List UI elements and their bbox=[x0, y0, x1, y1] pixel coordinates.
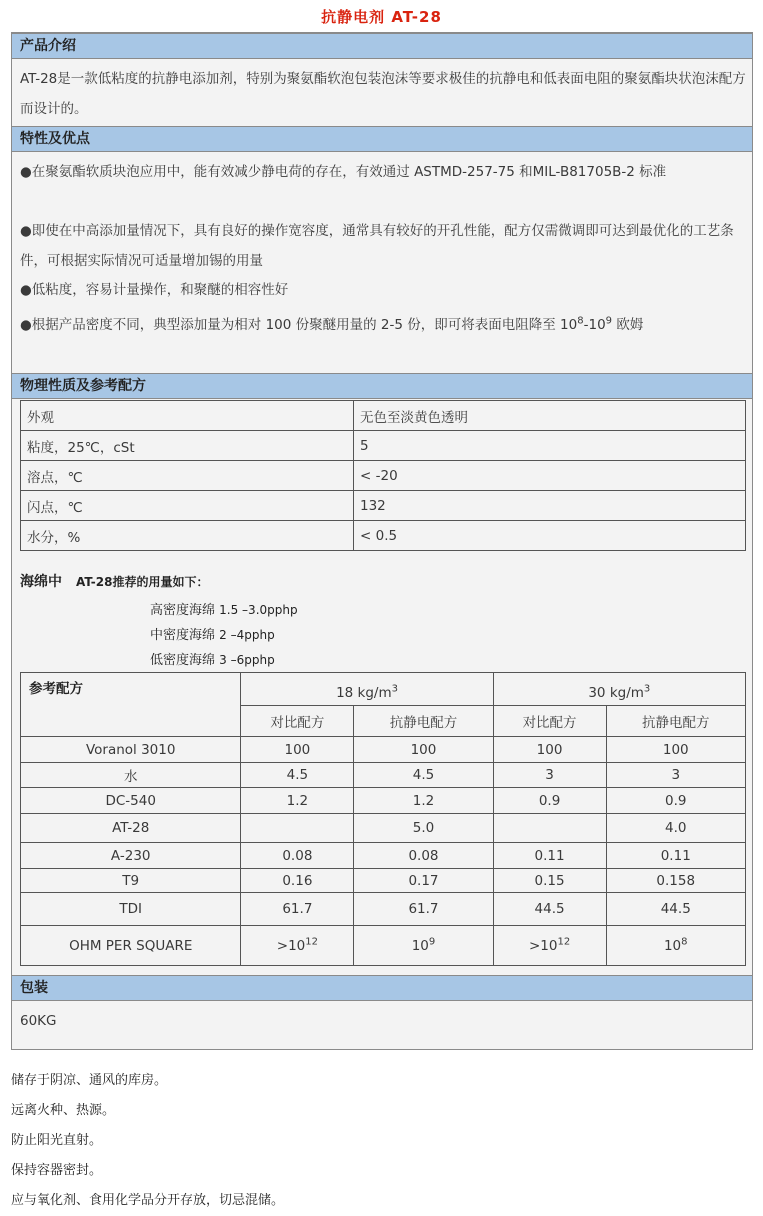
usage-value: 1.5 –3.0pphp bbox=[219, 603, 298, 617]
table-cell: 1.2 bbox=[354, 788, 493, 814]
properties-table bbox=[20, 400, 746, 551]
property-value: 132 bbox=[354, 491, 746, 521]
property-label: 溶点，℃ bbox=[21, 461, 354, 491]
table-cell: 0.11 bbox=[493, 843, 606, 869]
reference-table bbox=[20, 672, 746, 966]
table-cell: 44.5 bbox=[606, 893, 745, 926]
usage-heading-b: AT-28推荐的用量如下： bbox=[76, 575, 209, 589]
intro-text: AT-28是一款低粘度的抗静电添加剂，特别为聚氨酯软泡包装泡沫等要求极佳的抗静电和低表面电阻的聚氨酯块状泡沫配方而设计的。 bbox=[20, 71, 746, 117]
table-cell: 0.11 bbox=[606, 843, 745, 869]
table-cell: 3 bbox=[493, 763, 606, 788]
table-cell: 0.08 bbox=[241, 843, 354, 869]
table-cell: 4.5 bbox=[354, 763, 493, 788]
ohm-base: 10 bbox=[411, 937, 429, 954]
table-cell: 0.15 bbox=[493, 869, 606, 893]
ohm-base: 10 bbox=[663, 937, 682, 954]
usage-value: 2 –4pphp bbox=[219, 628, 275, 642]
ingredient-name: AT-28 bbox=[21, 814, 241, 843]
ohm-exp: 9 bbox=[428, 936, 436, 947]
density-header bbox=[493, 673, 745, 706]
ingredient-name: 水 bbox=[21, 763, 241, 788]
table-cell: 3 bbox=[606, 763, 745, 788]
table-cell: 0.08 bbox=[354, 843, 493, 869]
product-info-box bbox=[11, 32, 753, 1050]
table-cell: 4.0 bbox=[606, 814, 745, 843]
table-cell bbox=[354, 926, 493, 966]
property-value: 5 bbox=[354, 431, 746, 461]
feature-item bbox=[20, 310, 748, 340]
table-cell: 100 bbox=[606, 737, 745, 763]
table-row bbox=[21, 521, 746, 551]
ingredient-name: OHM PER SQUARE bbox=[21, 926, 241, 966]
usage-label: 低密度海绵 bbox=[150, 653, 216, 668]
usage-line bbox=[150, 649, 275, 668]
table-cell: 44.5 bbox=[493, 893, 606, 926]
storage-line: 保持容器密封。 bbox=[11, 1163, 103, 1178]
table-cell bbox=[493, 814, 606, 843]
density-text: 18 kg/m bbox=[336, 685, 392, 701]
table-cell: 61.7 bbox=[241, 893, 354, 926]
features-heading: 特性及优点 bbox=[12, 126, 752, 152]
feature-item: ●低粘度，容易计量操作，和聚醚的相容性好 bbox=[20, 282, 289, 298]
property-value: 无色至淡黄色透明 bbox=[354, 401, 746, 431]
storage-line: 应与氧化剂、食用化学品分开存放，切忌混储。 bbox=[11, 1193, 285, 1208]
physical-heading: 物理性质及参考配方 bbox=[12, 373, 752, 399]
table-row bbox=[21, 893, 746, 926]
property-label: 闪点，℃ bbox=[21, 491, 354, 521]
table-cell: 5.0 bbox=[354, 814, 493, 843]
subheader-cell: 抗静电配方 bbox=[354, 706, 493, 737]
feature-item: ●在聚氨酯软质块泡应用中，能有效减少静电荷的存在，有效通过 ASTMD-257-75 和MIL-B81705B-2 标准 bbox=[20, 164, 667, 180]
property-value: < -20 bbox=[354, 461, 746, 491]
usage-label: 高密度海绵 bbox=[150, 603, 216, 618]
feature-item-text: ●根据产品密度不同，典型添加量为相对 100 份聚醚用量的 2-5 份，即可将表面电阻降至 10 bbox=[20, 317, 578, 333]
usage-line bbox=[150, 599, 298, 618]
ingredient-name: A-230 bbox=[21, 843, 241, 869]
subheader-cell: 对比配方 bbox=[493, 706, 606, 737]
packaging-heading: 包装 bbox=[12, 975, 752, 1001]
page-title: 抗静电剂 AT-28 bbox=[321, 8, 442, 26]
table-row bbox=[21, 869, 746, 893]
property-label: 水分，% bbox=[21, 521, 354, 551]
table-cell: 0.158 bbox=[606, 869, 745, 893]
reference-label: 参考配方 bbox=[21, 673, 241, 737]
table-row bbox=[21, 843, 746, 869]
table-cell: 0.9 bbox=[493, 788, 606, 814]
ohm-exp: 12 bbox=[557, 936, 571, 947]
ingredient-name: TDI bbox=[21, 893, 241, 926]
table-row bbox=[21, 737, 746, 763]
table-row bbox=[21, 926, 746, 966]
table-cell bbox=[241, 926, 354, 966]
table-cell: 0.9 bbox=[606, 788, 745, 814]
usage-label: 中密度海绵 bbox=[150, 628, 216, 643]
table-row bbox=[21, 461, 746, 491]
density-exp: 3 bbox=[391, 683, 398, 695]
table-row bbox=[21, 673, 746, 706]
table-cell: 100 bbox=[354, 737, 493, 763]
ingredient-name: DC-540 bbox=[21, 788, 241, 814]
intro-heading: 产品介绍 bbox=[12, 33, 752, 59]
table-cell: 61.7 bbox=[354, 893, 493, 926]
ohm-exp: 8 bbox=[681, 936, 688, 947]
density-exp: 3 bbox=[643, 683, 651, 695]
usage-heading-a: 海绵中 bbox=[20, 574, 62, 590]
storage-line: 远离火种、热源。 bbox=[11, 1103, 116, 1118]
usage-heading bbox=[20, 571, 208, 591]
storage-line: 储存于阴凉、通风的库房。 bbox=[11, 1073, 168, 1088]
ohm-base: >10 bbox=[276, 937, 306, 954]
property-value: < 0.5 bbox=[354, 521, 746, 551]
table-cell bbox=[493, 926, 606, 966]
usage-line bbox=[150, 624, 275, 643]
feature-exp: 9 bbox=[605, 315, 613, 327]
table-row bbox=[21, 814, 746, 843]
subheader-cell: 抗静电配方 bbox=[606, 706, 745, 737]
table-cell: 0.16 bbox=[241, 869, 354, 893]
feature-item-text: -10 bbox=[583, 317, 606, 333]
density-text: 30 kg/m bbox=[588, 685, 644, 701]
table-row bbox=[21, 491, 746, 521]
ohm-base: >10 bbox=[528, 937, 558, 954]
table-cell bbox=[606, 926, 745, 966]
table-row bbox=[21, 431, 746, 461]
subheader-cell: 对比配方 bbox=[241, 706, 354, 737]
table-row bbox=[21, 788, 746, 814]
table-cell: 100 bbox=[241, 737, 354, 763]
table-cell bbox=[241, 814, 354, 843]
usage-value: 3 –6pphp bbox=[219, 653, 275, 667]
feature-item-text: 欧姆 bbox=[612, 317, 644, 333]
feature-exp: 8 bbox=[577, 315, 584, 327]
density-header bbox=[241, 673, 493, 706]
ingredient-name: T9 bbox=[21, 869, 241, 893]
storage-notes bbox=[11, 1066, 284, 1216]
table-row bbox=[21, 401, 746, 431]
table-cell: 0.17 bbox=[354, 869, 493, 893]
packaging-text: 60KG bbox=[20, 1013, 57, 1029]
ingredient-name: Voranol 3010 bbox=[21, 737, 241, 763]
feature-item: ●即使在中高添加量情况下，具有良好的操作宽容度，通常具有较好的开孔性能，配方仅需微调即可达到最优化的工艺条件，可根据实际情况可适量增加锡的用量 bbox=[20, 223, 734, 269]
table-cell: 100 bbox=[493, 737, 606, 763]
property-label: 粘度，25℃，cSt bbox=[21, 431, 354, 461]
ohm-exp: 12 bbox=[305, 936, 318, 947]
table-cell: 1.2 bbox=[241, 788, 354, 814]
storage-line: 防止阳光直射。 bbox=[11, 1133, 103, 1148]
property-label: 外观 bbox=[21, 401, 354, 431]
table-cell: 4.5 bbox=[241, 763, 354, 788]
table-row bbox=[21, 763, 746, 788]
